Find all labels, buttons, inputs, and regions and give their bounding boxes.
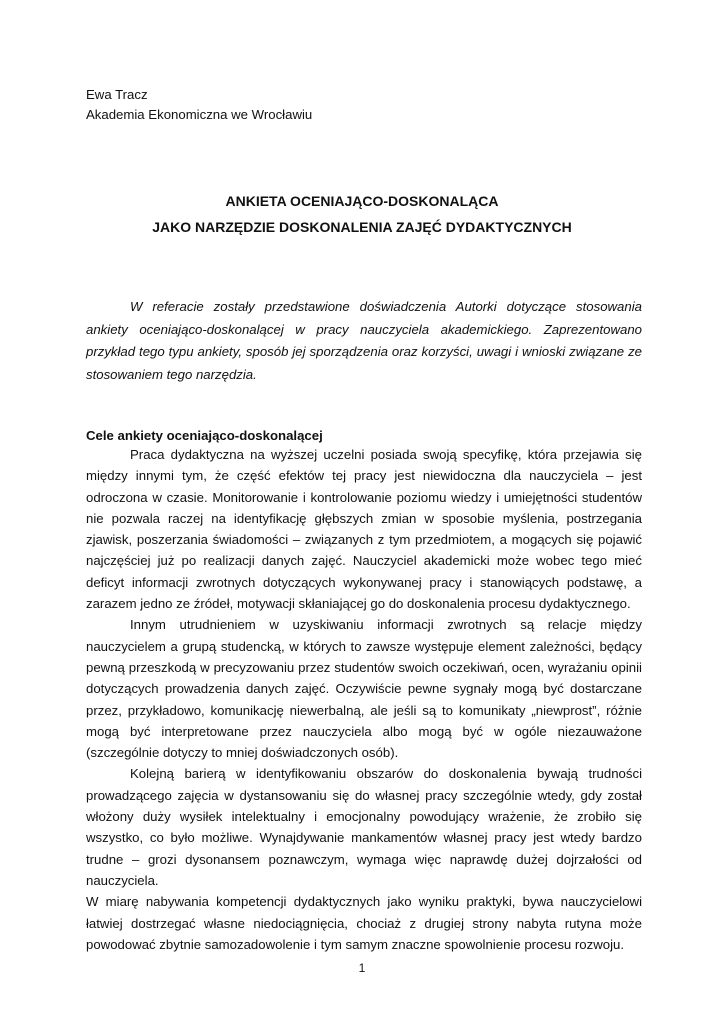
author-name: Ewa Tracz	[86, 87, 148, 102]
author-affiliation: Akademia Ekonomiczna we Wrocławiu	[86, 107, 313, 122]
body-paragraph: Praca dydaktyczna na wyższej uczelni posiada swoją specyfikę, która przejawia się między innymi tym, że część efektów tej pracy jest niewidoczna dla nauczyciela – jest odroczona w czasie. Monitorowanie i kontrolowanie poziomu wiedzy i umiejętności studentów nie pozwala raczej na identyfikację głębszych zmian w sposobie myślenia, postrzegania zjawisk, poszerzania świadomości – związanych z tym przedmiotem, a mogących się pojawić najczęściej już po realizacji danych zajęć. Nauczyciel akademicki może wobec tego mieć deficyt informacji zwrotnych dotyczących wykonywanej pracy i stanowiących podstawę, a zarazem jedno ze źródeł, motywacji skłaniającej go do doskonalenia procesu dydaktycznego.	[86, 447, 642, 612]
body-paragraph: W miarę nabywania kompetencji dydaktycznych jako wyniku praktyki, bywa nauczycielowi łatwiej dostrzegać własne niedociągnięcia, chociaż z drugiej strony nabyta rutyna może powodować zbytnie samozadowolenie i tym samym znaczne spowolnienie procesu rozwoju.	[86, 894, 642, 952]
paper-title	[86, 188, 638, 240]
body-paragraph: Innym utrudnieniem w uzyskiwaniu informacji zwrotnych są relacje między nauczycielem a grupą studencką, w których to zawsze występuje element zależności, będący pewną przeszkodą w precyzowaniu przez studentów swoich oczekiwań, ocen, wyrażaniu opinii dotyczących prowadzenia danych zajęć. Oczywiście pewne sygnały mogą być dostarczane przez, przykładowo, komunikację niewerbalną, ale jeśli są to komunikaty „niewprost”, różnie mogą być interpretowane przez nauczyciela albo mogą być w ogóle niezauważone (szczególnie dotyczy to mniej doświadczonych osób).	[86, 617, 642, 761]
section-body	[86, 444, 642, 955]
section-heading: Cele ankiety oceniająco-doskonalącej	[86, 428, 323, 443]
page-number: 1	[358, 961, 366, 975]
body-paragraph: Kolejną barierą w identyfikowaniu obszarów do doskonalenia bywają trudności prowadzącego zajęcia w dystansowaniu się do własnej pracy szczególnie wtedy, gdy został włożony duży wysiłek intelektualny i emocjonalny powodujący wrażenie, że zrobiło się wszystko, co było możliwe. Wynajdywanie mankamentów własnej pracy jest wtedy bardzo trudne – grozi dysonansem poznawczym, wymaga więc naprawdę dużej dojrzałości od nauczyciela.	[86, 766, 642, 888]
title-line-1: ANKIETA OCENIAJĄCO-DOSKONALĄCA	[225, 193, 499, 209]
abstract: W referacie zostały przedstawione doświadczenia Autorki dotyczące stosowania ankiety oceniająco-doskonalącej w pracy nauczyciela akademickiego. Zaprezentowano przykład tego typu ankiety, sposób jej sporządzenia oraz korzyści, uwagi i wnioski związane ze stosowaniem tego narzędzia.	[86, 299, 642, 383]
author-block	[86, 85, 312, 125]
title-line-2: JAKO NARZĘDZIE DOSKONALENIA ZAJĘĆ DYDAKTYCZNYCH	[152, 219, 572, 235]
